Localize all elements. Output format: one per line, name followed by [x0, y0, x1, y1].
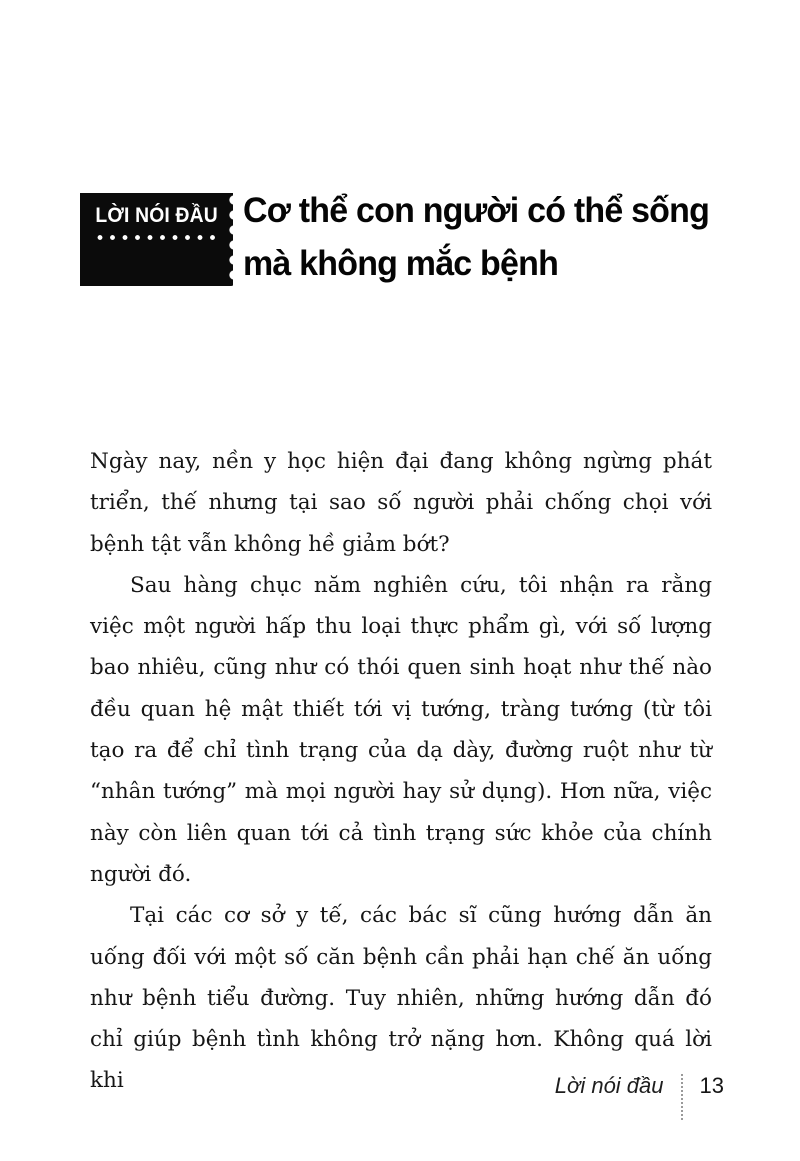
body-text [90, 441, 712, 1102]
page-number: 13 [699, 1073, 724, 1098]
chapter-badge [80, 193, 233, 286]
chapter-title [243, 184, 743, 290]
badge-scalloped-edge [225, 193, 234, 286]
page-footer [555, 1072, 724, 1120]
chapter-title-line-1: Cơ thể con người có thể sống [243, 191, 710, 230]
paragraph-3: Tại các cơ sở y tế, các bác sĩ cũng hướng dẫn ăn uống đối với một số căn bệnh cần phải hạn chế ăn uống như bệnh tiểu đường. Tuy nhiên, những hướng dẫn đó chỉ giúp bệnh tình không trở nặng hơn. Không quá lời khi [90, 903, 712, 1094]
chapter-badge-label: LỜI NÓI ĐẦU [95, 204, 218, 227]
chapter-title-line-2: mà không mắc bệnh [243, 244, 559, 283]
running-footer-section: Lời nói đầu [554, 1073, 664, 1098]
dotted-separator [96, 233, 218, 242]
paragraph-2: Sau hàng chục năm nghiên cứu, tôi nhận ra rằng việc một người hấp thu loại thực phẩm gì, với số lượng bao nhiêu, cũng như có thói quen sinh hoạt như thế nào đều quan hệ mật thiết tới vị tướng, tràng tướng (từ tôi tạo ra để chỉ tình trạng của dạ dày, đường ruột như từ “nhân tướng” mà mọi người hay sử dụng). Hơn nữa, việc này còn liên quan tới cả tình trạng sức khỏe của chính người đó. [90, 572, 712, 887]
dotted-divider [681, 1074, 683, 1120]
paragraph-1: Ngày nay, nền y học hiện đại đang không ngừng phát triển, thế nhưng tại sao số người phải chống chọi với bệnh tật vẫn không hề giảm bớt? [90, 449, 712, 557]
